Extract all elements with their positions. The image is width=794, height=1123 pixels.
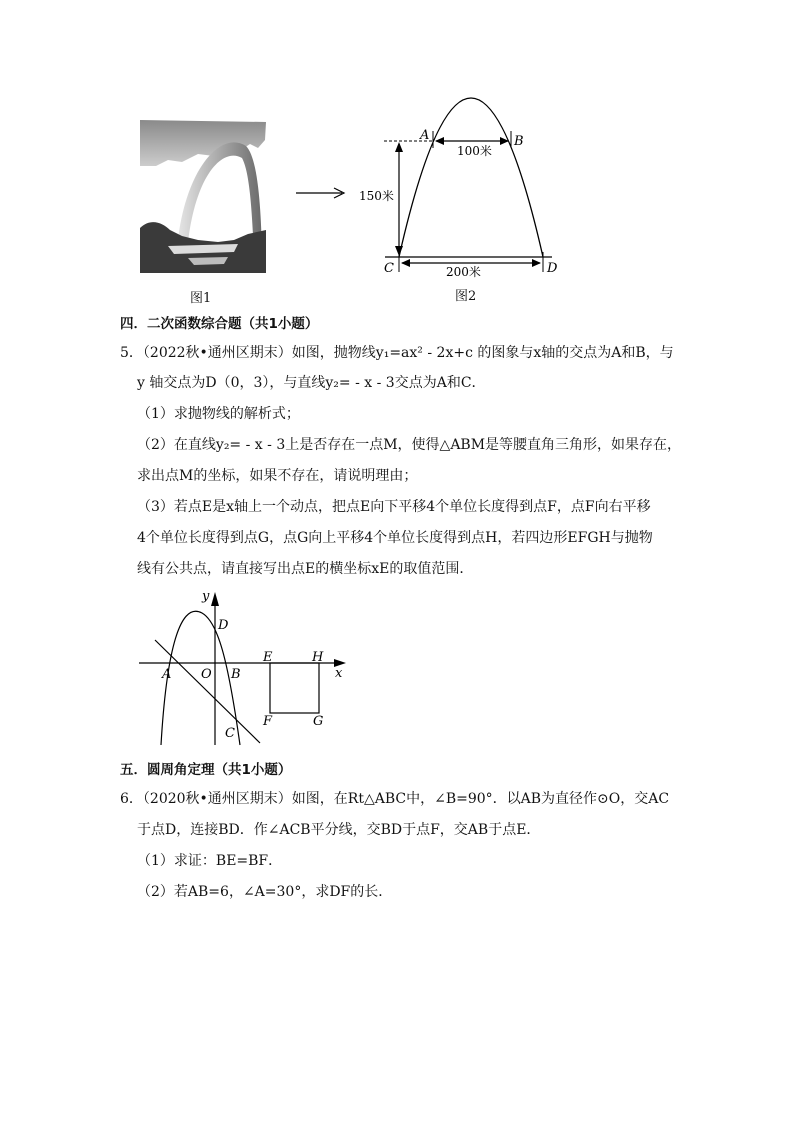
parabola-curve — [399, 98, 543, 257]
label-b: B — [514, 134, 524, 149]
label-width-top: 100米 — [457, 144, 492, 158]
q5-part-3-line-1: （3）若点E是x轴上一个动点，把点E向下平移4个单位长度得到点F，点F向右平移 — [137, 499, 651, 515]
q5-part-2-line-1: （2）在直线y₂= - x - 3上是否存在一点M，使得△ABM是等腰直角三角形，如果存在， — [137, 437, 682, 453]
label-x: x — [335, 666, 343, 681]
q5-line-2: y 轴交点为D（0，3），与直线y₂= - x - 3交点为A和C． — [137, 375, 486, 391]
label-b: B — [231, 667, 241, 682]
q5-part-3-line-3: 线有公共点，请直接写出点E的横坐标xE的取值范围． — [137, 561, 474, 577]
label-h: H — [312, 650, 324, 665]
label-f: F — [263, 714, 273, 729]
label-c: C — [384, 261, 394, 276]
label-c: C — [225, 726, 235, 741]
label-d: D — [218, 618, 229, 633]
q5-part-1: （1）求抛物线的解析式； — [137, 406, 300, 422]
q5-line-1: 5．（2022秋•通州区期末）如图，抛物线y₁=ax² - 2x+c 的图象与x轴的交点为A和B，与 — [120, 345, 674, 361]
section-5-heading: 五．圆周角定理（共1小题） — [120, 762, 292, 778]
square-efgh — [270, 663, 319, 713]
figure-2-diagram — [355, 90, 565, 305]
q5-part-2-line-2: 求出点M的坐标，如果不存在，请说明理由； — [137, 468, 418, 484]
label-g: G — [313, 714, 324, 729]
q5-graph — [135, 585, 355, 750]
label-d: D — [547, 261, 558, 276]
label-a: A — [162, 667, 172, 682]
label-o: O — [201, 667, 212, 682]
q5-part-3-line-2: 4个单位长度得到点G，点G向上平移4个单位长度得到点H，若四边形EFGH与抛物 — [137, 530, 653, 546]
figure-1-caption: 图1 — [190, 291, 212, 306]
label-y: y — [202, 589, 210, 604]
q6-part-1: （1）求证：BE=BF． — [137, 853, 283, 869]
line-y2 — [155, 640, 260, 743]
figure-2-caption: 图2 — [455, 289, 477, 304]
label-width-bottom: 200米 — [446, 265, 481, 279]
y-axis-arrow-icon — [211, 592, 219, 606]
right-arrow-icon — [294, 186, 348, 200]
label-e: E — [263, 650, 273, 665]
q6-part-2: （2）若AB=6，∠A=30°，求DF的长． — [137, 884, 393, 900]
q6-line-2: 于点D，连接BD．作∠ACB平分线，交BD于点F，交AB于点E． — [137, 822, 541, 838]
label-a: A — [420, 128, 430, 143]
section-4-heading: 四．二次函数综合题（共1小题） — [120, 316, 319, 332]
figure-1-photo — [138, 118, 268, 273]
q6-line-1: 6．（2020秋•通州区期末）如图，在Rt△ABC中，∠B=90°．以AB为直径作⊙O，交AC — [120, 791, 670, 807]
label-height: 150米 — [359, 189, 394, 203]
arch-photo-image — [138, 118, 268, 273]
